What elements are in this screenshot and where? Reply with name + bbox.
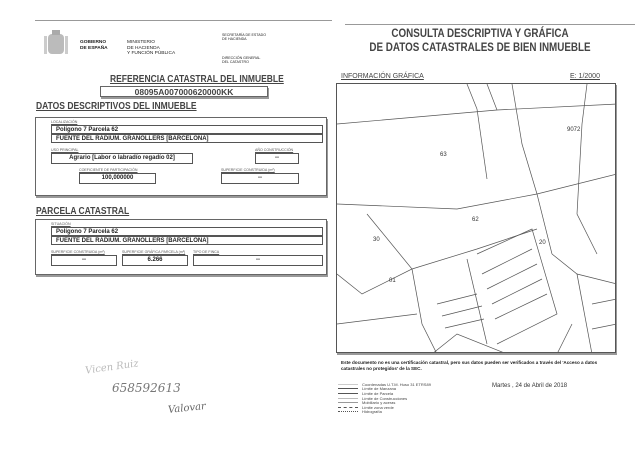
secretaria-label: SECRETARÍA DE ESTADO DE HACIENDA	[222, 33, 266, 42]
legend-item: Límite de Manzana	[338, 387, 431, 392]
parcela-panel	[35, 219, 327, 275]
scale-label: E: 1/2000	[570, 73, 600, 80]
divider	[345, 24, 635, 25]
supg-label: SUPERFICIE GRÁFICA PARCELA (m²)	[122, 250, 186, 254]
legend-item: Límite de Parcela	[338, 391, 431, 396]
legend-item: Mobiliario y aceras	[338, 400, 431, 405]
parcela-title: PARCELA CATASTRAL	[36, 206, 130, 217]
handwritten-note: Valovar	[167, 401, 207, 416]
coef-value: 100,000000	[79, 173, 156, 184]
legend-item: Hidrografía	[338, 410, 431, 415]
cadastral-map[interactable]	[336, 83, 616, 353]
tipo-value: --	[193, 255, 323, 266]
tipo-label: TIPO DE FINCA	[193, 250, 220, 254]
uso-value: Agrario [Labor o labradío regadío 02]	[51, 153, 193, 164]
handwritten-name: Vicen Ruiz	[84, 358, 140, 377]
disclaimer: Este documento no es una certificación catastral, pero sus datos pueden ser verificados a través del 'Acceso a datos catastrales no protegidos' de la SEC.	[341, 360, 598, 371]
coat-of-arms-icon	[42, 30, 70, 60]
loc-line1: Polígono 7 Parcela 62	[51, 125, 323, 134]
datos-panel	[35, 117, 327, 196]
datos-title: DATOS DESCRIPTIVOS DEL INMUEBLE	[36, 101, 197, 112]
sup-value: --	[221, 173, 299, 184]
map-legend	[338, 382, 431, 414]
supc-value: --	[51, 255, 117, 266]
legend-item: Límite zona verde	[338, 405, 431, 410]
page-title: CONSULTA DESCRIPTIVA Y GRÁFICA DE DATOS CATASTRALES DE BIEN INMUEBLE	[369, 26, 591, 54]
loc-line2: FUENTE DEL RADIUM. GRANOLLERS [BARCELONA]	[51, 134, 323, 143]
referencia-title: REFERENCIA CATASTRAL DEL INMUEBLE	[110, 74, 284, 85]
anio-label: AÑO CONSTRUCCIÓN	[255, 148, 294, 152]
grafica-title: INFORMACIÓN GRÁFICA	[341, 73, 424, 80]
parcel-label-62: 62	[472, 217, 479, 223]
date: Martes , 24 de Abril de 2018	[492, 383, 568, 389]
divider	[35, 20, 332, 21]
legend-item: Coordenadas U.T.M. Huso 31 ETRS89	[338, 382, 431, 387]
anio-value: --	[255, 153, 299, 164]
sup-label: SUPERFICIE CONSTRUIDA (m²)	[221, 168, 275, 172]
gobierno-logo: GOBIERNO DE ESPAÑA	[80, 40, 108, 51]
ministerio-label: MINISTERIO DE HACIENDA Y FUNCIÓN PÚBLICA	[127, 40, 176, 56]
legend-item: Límite de Construcciones	[338, 396, 431, 401]
sit-line1: Polígono 7 Parcela 62	[51, 227, 323, 236]
uso-label: USO PRINCIPAL	[51, 148, 79, 152]
parcel-label-20: 20	[539, 240, 546, 246]
handwritten-phone: 658592613	[112, 381, 181, 395]
parcel-label-9072: 9072	[567, 127, 581, 133]
parcel-label-63: 63	[440, 152, 447, 158]
referencia-value: 08095A007000620000KK	[100, 86, 268, 97]
coef-label: COEFICIENTE DE PARTICIPACIÓN	[79, 168, 138, 172]
sit-label: SITUACIÓN	[51, 222, 71, 226]
supg-value: 6.266	[122, 255, 188, 266]
parcel-label-30: 30	[373, 237, 380, 243]
supc-label: SUPERFICIE CONSTRUIDA (m²)	[51, 250, 105, 254]
parcel-label-01: 01	[389, 278, 396, 284]
sit-line2: FUENTE DEL RADIUM. GRANOLLERS [BARCELONA]	[51, 236, 323, 245]
direccion-label: DIRECCIÓN GENERAL DEL CATASTRO	[222, 56, 261, 65]
loc-label: LOCALIZACIÓN	[51, 120, 78, 124]
